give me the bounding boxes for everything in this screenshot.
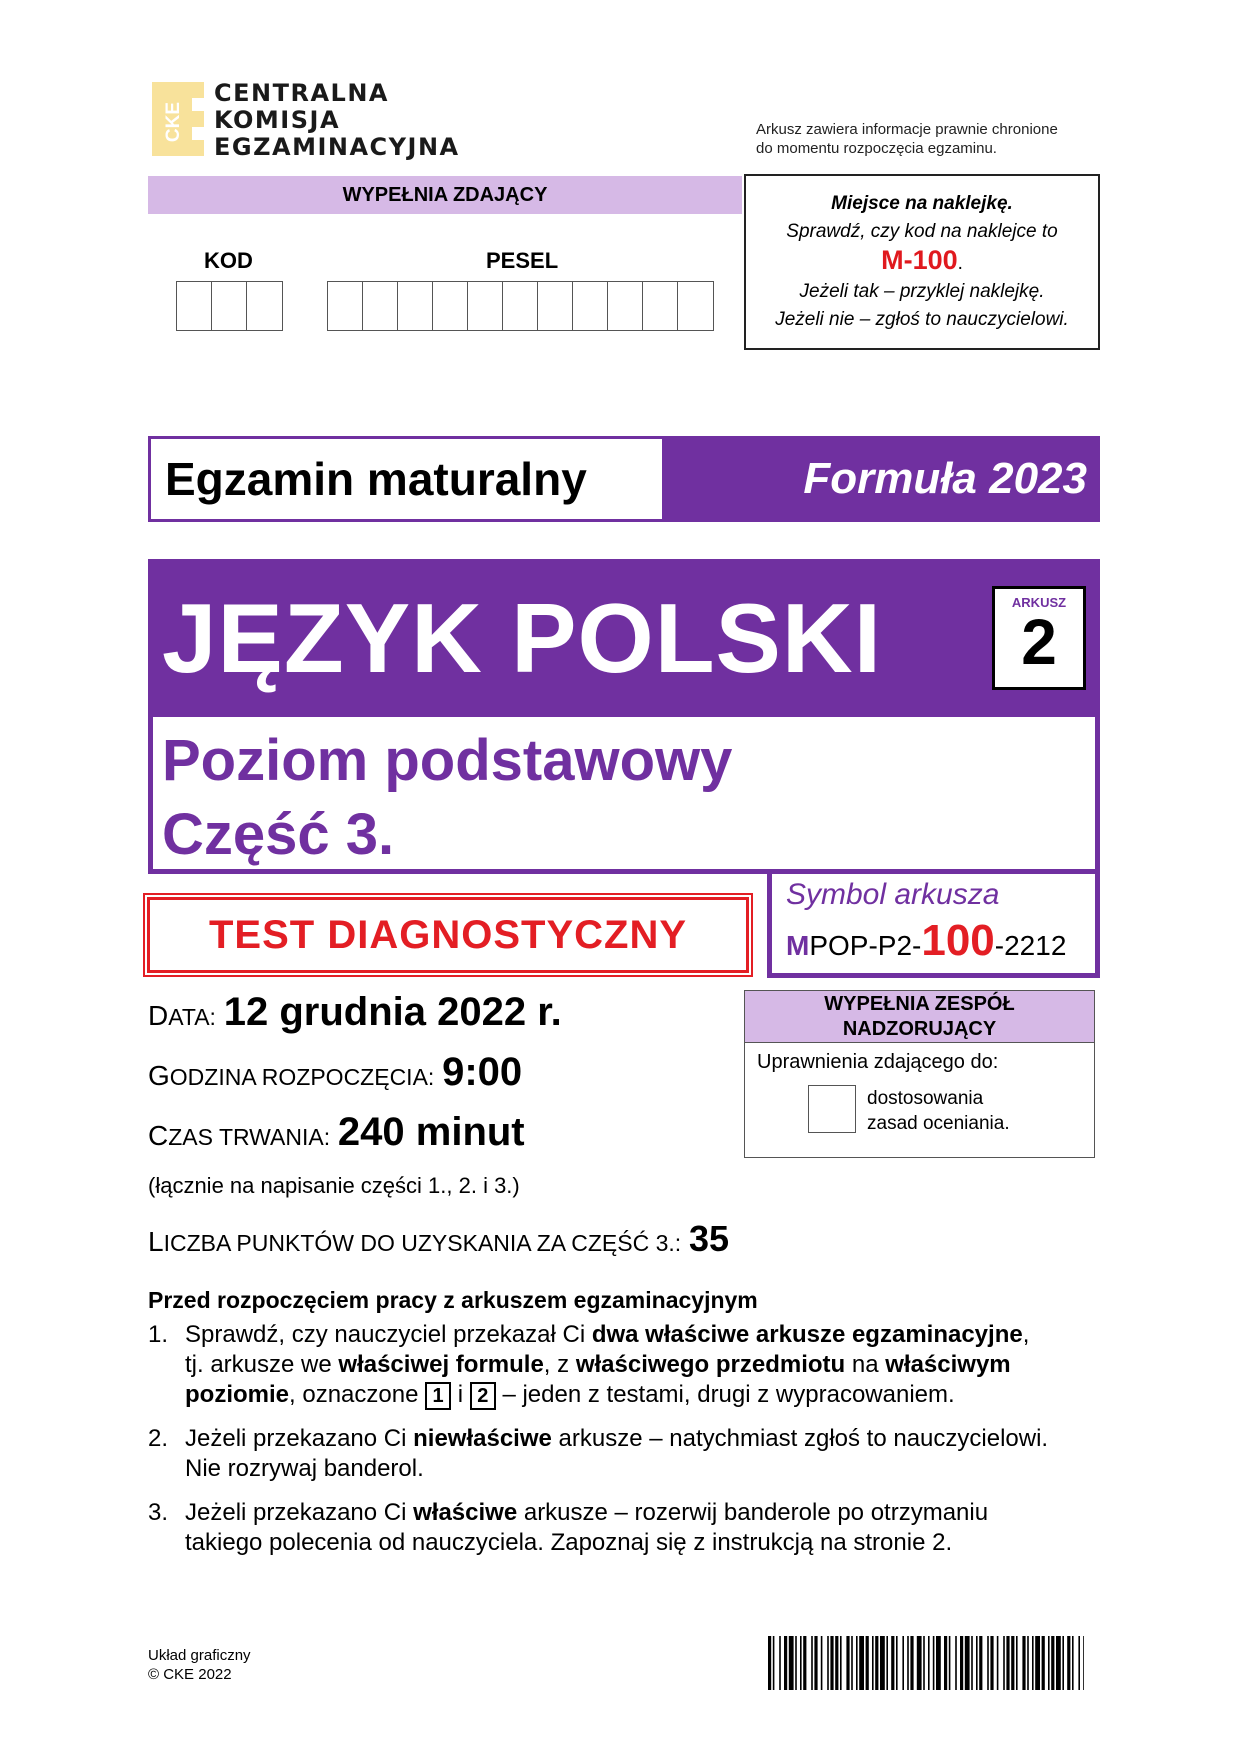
duration-value: 240 minut [337, 1110, 525, 1154]
logo-wordmark [214, 80, 460, 161]
arkusz-1-badge: 1 [425, 1382, 451, 1410]
hour-label: ODZINA ROZPOCZĘCIA: [169, 1064, 435, 1090]
kod-digit-box[interactable] [177, 282, 212, 330]
pesel-digit-box[interactable] [468, 282, 503, 330]
text: , z [543, 1351, 576, 1378]
pesel-digit-box[interactable] [538, 282, 573, 330]
text: właściwej formule [338, 1351, 544, 1378]
duration-label: ZAS TRWANIA: [168, 1124, 331, 1150]
pesel-digit-box[interactable] [363, 282, 398, 330]
hour-label-initial: G [148, 1060, 170, 1091]
text: właściwe [413, 1499, 518, 1526]
cke-logo-icon [152, 82, 204, 156]
duration-line [148, 1110, 525, 1155]
instruction-item [148, 1320, 1098, 1410]
adjustment-checkbox[interactable] [808, 1085, 856, 1133]
sticker-yes-text: Jeżeli tak – przyklej naklejkę. [799, 281, 1045, 302]
text: arkusze – rozerwij banderole po otrzymaniu [517, 1499, 989, 1526]
logo-line: CENTRALNA [214, 79, 389, 107]
instruction-item [148, 1498, 1098, 1558]
text: arkusze – natychmiast zgłoś to nauczycielowi. [551, 1425, 1049, 1452]
instructions-list [148, 1320, 1098, 1572]
text: dwa właściwe arkusze egzaminacyjne [591, 1321, 1023, 1348]
sticker-no-text: Jeżeli nie – zgłoś to nauczycielowi. [775, 309, 1069, 330]
instructions-title: Przed rozpoczęciem pracy z arkuszem egzaminacyjnym [148, 1287, 758, 1313]
date-value: 12 grudnia 2022 r. [223, 990, 562, 1034]
candidate-fill-header: WYPEŁNIA ZDAJĄCY [148, 176, 742, 214]
instruction-number: 2. [148, 1425, 169, 1452]
instruction-number: 1. [148, 1321, 169, 1348]
instruction-item [148, 1424, 1098, 1484]
date-label: ATA: [168, 1004, 216, 1030]
kod-digit-box[interactable] [247, 282, 282, 330]
level-name: Poziom podstawowy [162, 728, 733, 793]
text: takiego polecenia od nauczyciela. Zapoznaj się z instrukcją na stronie 2. [185, 1529, 953, 1556]
subject-title: JĘZYK POLSKI [162, 583, 882, 693]
level-text [162, 724, 732, 872]
protected-note-line: Arkusz zawiera informacje prawnie chronione [756, 121, 1058, 138]
protected-note-line: do momentu rozpoczęcia egzaminu. [756, 140, 997, 157]
pesel-digit-box[interactable] [398, 282, 433, 330]
text: , [1022, 1321, 1030, 1348]
pesel-digit-box[interactable] [503, 282, 538, 330]
points-label: ICZBA PUNKTÓW DO UZYSKANIA ZA CZĘŚĆ 3.: [163, 1230, 682, 1256]
symbol-prefix: POP-P2- [809, 930, 922, 961]
pesel-digit-box[interactable] [608, 282, 643, 330]
points-line [148, 1218, 729, 1260]
protected-note [756, 120, 1058, 158]
text: właściwego przedmiotu [575, 1351, 846, 1378]
part-name: Część 3. [162, 802, 395, 867]
symbol-suffix: -2212 [994, 930, 1067, 961]
logo-mark-text: CKE [163, 101, 184, 143]
symbol-label: Symbol arkusza [786, 878, 1000, 911]
arkusz-number: 2 [1021, 606, 1057, 678]
footer-copyright: © CKE 2022 [148, 1666, 232, 1683]
adjustment-label-line: dostosowania [867, 1088, 984, 1109]
instruction-number: 3. [148, 1499, 169, 1526]
test-diagnostic-label: TEST DIAGNOSTYCZNY [147, 897, 749, 973]
sticker-title: Miejsce na naklejkę. [831, 193, 1013, 214]
text: , oznaczone [289, 1381, 426, 1408]
text: niewłaściwe [413, 1425, 552, 1452]
arkusz-box [992, 586, 1086, 690]
hour-line [148, 1050, 522, 1095]
exam-name: Egzamin maturalny [151, 439, 662, 519]
duration-label-initial: C [148, 1120, 169, 1151]
pesel-input-boxes[interactable] [327, 281, 714, 331]
barcode-icon [768, 1636, 1084, 1690]
sticker-code: M-100 [881, 245, 958, 275]
arkusz-label: ARKUSZ [1011, 595, 1067, 610]
date-label-initial: D [148, 1000, 169, 1031]
adjustment-label [867, 1086, 1010, 1136]
footer [148, 1646, 251, 1684]
text: na [845, 1351, 886, 1378]
exam-banner [148, 436, 1100, 522]
sticker-check-text: Sprawdź, czy kod na naklejce to [786, 221, 1058, 242]
symbol-prefix-m: M [786, 930, 810, 961]
logo-line: EGZAMINACYJNA [214, 133, 460, 161]
text: Jeżeli przekazano Ci [185, 1499, 414, 1526]
arkusz-2-badge: 2 [470, 1382, 496, 1410]
symbol-number: 100 [921, 916, 995, 965]
points-value: 35 [688, 1218, 729, 1259]
pesel-digit-box[interactable] [328, 282, 363, 330]
sticker-area [744, 174, 1100, 350]
text: – jeden z testami, drugi z wypracowaniem. [495, 1381, 955, 1408]
date-line [148, 990, 562, 1035]
text: i [451, 1381, 470, 1408]
text: właściwym [885, 1351, 1011, 1378]
duration-note: (łącznie na napisanie części 1., 2. i 3.) [148, 1173, 520, 1198]
pesel-label: PESEL [486, 248, 559, 273]
text: Nie rozrywaj banderol. [185, 1455, 424, 1482]
pesel-digit-box[interactable] [678, 282, 713, 330]
kod-digit-box[interactable] [212, 282, 247, 330]
text: poziomie [185, 1381, 290, 1408]
adjustment-label-line: zasad oceniania. [867, 1113, 1010, 1134]
symbol-box [767, 874, 1100, 978]
logo-line: KOMISJA [214, 106, 341, 134]
pesel-digit-box[interactable] [573, 282, 608, 330]
exam-formula: Formuła 2023 [662, 439, 1097, 519]
supervisors-header: WYPEŁNIA ZESPÓŁ NADZORUJĄCY [745, 991, 1094, 1043]
text: Jeżeli przekazano Ci [185, 1425, 414, 1452]
symbol-code [786, 916, 1095, 966]
pesel-digit-box[interactable] [433, 282, 468, 330]
text: tj. arkusze we [185, 1351, 339, 1378]
permissions-label: Uprawnienia zdającego do: [757, 1051, 999, 1073]
sticker-code-dot: . [957, 253, 963, 274]
footer-line: Układ graficzny [148, 1647, 251, 1664]
kod-label: KOD [204, 248, 253, 273]
text: Sprawdź, czy nauczyciel przekazał Ci [185, 1321, 592, 1348]
points-label-initial: L [148, 1226, 164, 1257]
pesel-digit-box[interactable] [643, 282, 678, 330]
hour-value: 9:00 [442, 1050, 523, 1094]
kod-input-boxes[interactable] [176, 281, 283, 331]
